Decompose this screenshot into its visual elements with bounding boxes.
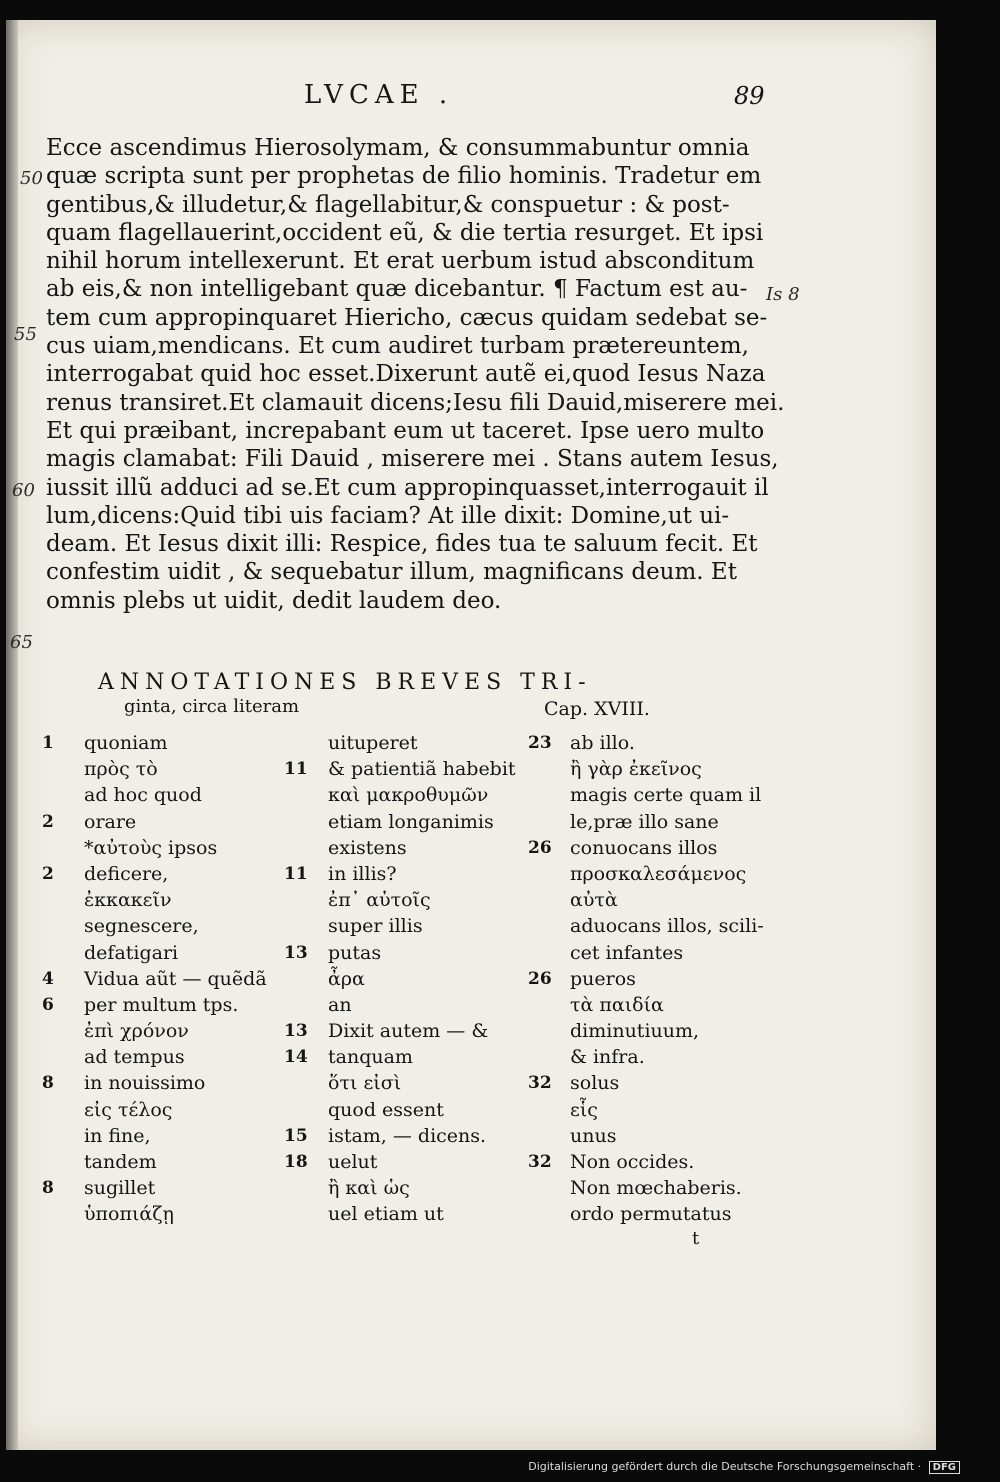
text-line: lum,dicens:Quid tibi uis faciam? At ille dixit: Domine,ut ui- [46, 502, 730, 529]
annotation-entry [42, 861, 282, 887]
digitization-credit [528, 1460, 960, 1474]
verse-number: 1 [42, 733, 54, 753]
verse-number: 13 [284, 1021, 308, 1042]
annotation-text: conuocans illos [570, 836, 718, 859]
annotation-entry [284, 1070, 529, 1096]
annotation-entry [284, 1201, 529, 1227]
annotation-entry [42, 887, 282, 913]
margin-number: 55 [14, 324, 37, 345]
annotation-entry [42, 966, 282, 992]
text-line: tem cum appropinquaret Hiericho, cæcus quidam sedebat se- [46, 304, 768, 331]
annotation-text: τὰ παιδία [570, 993, 664, 1016]
annotation-text: Non occides. [570, 1151, 695, 1173]
annotation-entry [284, 835, 529, 861]
verse-number: 18 [284, 1152, 308, 1172]
annotation-text: tandem [84, 1151, 157, 1173]
annotation-text: πρὸς τὸ [84, 758, 158, 781]
annotation-entry [284, 1175, 529, 1201]
catchword: t [692, 1228, 700, 1249]
text-line: confestim uidit , & sequebatur illum, magnificans deum. Et [46, 559, 737, 586]
annotations-subtitle: ginta, circa literam [124, 696, 300, 717]
annotation-entry [528, 1175, 778, 1201]
annotation-text: aduocans illos, scili- [570, 915, 764, 938]
verse-number: 11 [284, 759, 308, 780]
text-line: Ecce ascendimus Hierosolymam, & consummabuntur omnia [46, 135, 750, 161]
annotation-entry [528, 887, 778, 913]
annotation-entry [528, 1018, 778, 1044]
credit-text: Digitalisierung gefördert durch die Deutsche Forschungsgemeinschaft · [528, 1460, 922, 1473]
margin-number: 60 [12, 480, 35, 501]
text-line: renus transiret.Et clamauit dicens;Iesu fili Dauid,miserere mei. [46, 389, 785, 416]
annotation-entry [284, 1123, 529, 1149]
annotation-entry [284, 913, 529, 939]
annotation-text: solus [570, 1072, 620, 1095]
annotation-text: putas [328, 941, 382, 964]
annotation-entry [284, 1018, 529, 1044]
annotation-text: per multum tps. [84, 993, 239, 1016]
annotation-text: ad tempus [84, 1046, 185, 1069]
text-line: omnis plebs ut uidit, dedit laudem deo. [46, 587, 502, 614]
annotation-text: sugillet [84, 1177, 156, 1200]
annotation-text: an [328, 993, 352, 1016]
annotation-entry [42, 1097, 282, 1123]
annotation-entry [42, 1149, 282, 1175]
annotation-column-3 [528, 730, 778, 1228]
text-line: quam flagellauerint,occident eũ, & die tertia resurget. Et ipsi [46, 219, 764, 246]
annotation-text: uel etiam ut [328, 1203, 444, 1226]
annotation-entry [284, 756, 529, 782]
annotation-entry [42, 730, 282, 756]
annotation-text: Vidua aũt — quẽdã [84, 967, 267, 990]
annotation-entry [284, 966, 529, 992]
annotation-entry [528, 992, 778, 1018]
annotation-entry [528, 1123, 778, 1149]
text-line: ab eis,& non intelligebant quæ dicebantur. ¶ Factum est au- [46, 276, 748, 303]
annotation-text: ὅτι εἰσὶ [328, 1072, 402, 1095]
annotation-entry [42, 1175, 282, 1201]
verse-number: 26 [528, 837, 552, 858]
annotation-entry [528, 809, 778, 835]
annotation-entry [42, 913, 282, 939]
text-line: iussit illũ adduci ad se.Et cum appropinquasset,interrogauit il [46, 474, 769, 501]
annotation-entry [42, 940, 282, 966]
annotation-text: προσκαλεσάμενος [570, 862, 747, 885]
annotation-column-1 [42, 730, 282, 1228]
annotation-entry [528, 1044, 778, 1070]
annotation-entry [42, 1018, 282, 1044]
annotation-text: Dixit autem — & [328, 1020, 489, 1043]
annotation-text: uituperet [328, 732, 418, 754]
annotation-entry [284, 809, 529, 835]
verse-number: 32 [528, 1073, 552, 1094]
annotation-text: Non mœchaberis. [570, 1177, 742, 1200]
verse-number: 14 [284, 1047, 308, 1068]
annotation-text: in fine, [84, 1124, 151, 1147]
dfg-logo: DFG [929, 1461, 960, 1474]
text-line: cus uiam,mendicans. Et cum audiret turbam prætereuntem, [46, 333, 749, 360]
annotation-entry [284, 861, 529, 887]
verse-number: 8 [42, 1073, 54, 1094]
text-line: Et qui præibant, increpabant eum ut taceret. Ipse uero multo [46, 417, 765, 444]
annotation-entry [284, 940, 529, 966]
verse-number: 2 [42, 811, 54, 832]
annotation-entry [528, 756, 778, 782]
annotation-text: *αὐτοὺς ipsos [84, 836, 218, 859]
annotation-entry [284, 730, 529, 756]
verse-number: 13 [284, 942, 308, 963]
annotation-entry [284, 887, 529, 913]
annotation-entry [284, 1044, 529, 1070]
annotation-text: ἐπὶ χρόνον [84, 1020, 189, 1043]
annotation-text: magis certe quam il [570, 784, 762, 807]
annotation-text: defatigari [84, 941, 179, 964]
annotation-text: εἰς τέλος [84, 1098, 173, 1121]
annotations-chapter: Cap. XVIII. [544, 698, 650, 720]
verse-number: 23 [528, 733, 552, 753]
annotation-text: etiam longanimis [328, 810, 494, 833]
annotation-text: ἆρα [328, 967, 365, 990]
annotation-entry [528, 1201, 778, 1227]
margin-number: 50 [20, 168, 43, 189]
annotation-text: quod essent [328, 1098, 444, 1121]
annotation-text: καὶ μακροθυμῶν [328, 784, 489, 807]
verse-number: 15 [284, 1125, 308, 1146]
verse-number: 6 [42, 994, 54, 1015]
annotation-entry [528, 1070, 778, 1096]
verse-number: 32 [528, 1152, 552, 1172]
verse-number: 2 [42, 863, 54, 884]
annotation-text: αὐτὰ [570, 889, 618, 912]
margin-number: 65 [10, 632, 33, 653]
margin-note-right: Is 8 [766, 284, 800, 305]
annotation-entry [528, 966, 778, 992]
annotation-text: uelut [328, 1151, 378, 1173]
annotation-text: istam, — dicens. [328, 1124, 487, 1147]
folio-number: 89 [734, 82, 765, 110]
text-line: gentibus,& illudetur,& flagellabitur,& conspuetur : & post- [46, 191, 730, 218]
annotation-text: ἐκκακεῖν [84, 889, 172, 912]
annotation-text: εἷς [570, 1098, 598, 1121]
annotation-text: orare [84, 810, 137, 833]
verse-number: 4 [42, 968, 54, 989]
annotation-text: segnescere, [84, 915, 199, 938]
annotation-entry [528, 940, 778, 966]
annotation-text: ὑποπιάζῃ [84, 1203, 174, 1226]
text-line: deam. Et Iesus dixit illi: Respice, fides tua te saluum fecit. Et [46, 531, 758, 558]
annotation-text: in nouissimo [84, 1072, 206, 1095]
annotation-text: ab illo. [570, 732, 635, 754]
annotation-entry [528, 1097, 778, 1123]
annotation-text: deficere, [84, 862, 169, 885]
running-head: LVCAE . [304, 80, 454, 110]
annotation-text: super illis [328, 915, 423, 938]
annotation-text: ἢ καὶ ὡς [328, 1177, 410, 1200]
annotations-title: ANNOTATIONES BREVES TRI- [98, 670, 592, 695]
annotation-text: le,præ illo sane [570, 810, 719, 833]
annotation-entry [42, 756, 282, 782]
annotation-entry [528, 861, 778, 887]
text-line: nihil horum intellexerunt. Et erat uerbum istud absconditum [46, 248, 755, 275]
annotation-text: ordo permutatus [570, 1203, 732, 1226]
annotation-text: ad hoc quod [84, 784, 202, 807]
annotation-entry [284, 992, 529, 1018]
annotation-text: unus [570, 1124, 617, 1147]
annotation-entry [42, 1123, 282, 1149]
annotation-entry [284, 1149, 529, 1175]
annotation-text: tanquam [328, 1046, 413, 1069]
text-line: magis clamabat: Fili Dauid , miserere mei . Stans autem Iesus, [46, 446, 779, 473]
annotation-entry [528, 913, 778, 939]
annotation-entry [528, 835, 778, 861]
annotation-entry [528, 730, 778, 756]
annotation-entry [42, 835, 282, 861]
page-binding-edge [6, 20, 18, 1450]
annotation-entry [528, 1149, 778, 1175]
annotation-text: pueros [570, 967, 636, 990]
text-line: interrogabat quid hoc esset.Dixerunt autẽ ei,quod Iesus Naza [46, 361, 766, 388]
annotation-entry [42, 992, 282, 1018]
verse-number: 8 [42, 1178, 54, 1199]
annotation-entry [42, 782, 282, 808]
annotation-entry [42, 1044, 282, 1070]
annotation-text: cet infantes [570, 941, 684, 964]
annotation-text: diminutiuum, [570, 1020, 700, 1043]
annotation-text: ἐπ᾽ αὐτοῖς [328, 889, 431, 912]
text-line: quæ scripta sunt per prophetas de filio hominis. Tradetur em [46, 163, 762, 190]
annotation-entry [42, 809, 282, 835]
annotation-text: ἢ γὰρ ἐκεῖνος [570, 758, 702, 781]
book-page [6, 20, 936, 1450]
annotation-entry [528, 782, 778, 808]
annotation-entry [42, 1070, 282, 1096]
annotation-text: existens [328, 836, 407, 859]
annotation-column-2 [284, 730, 529, 1228]
verse-number: 26 [528, 968, 552, 989]
annotation-text: in illis? [328, 862, 397, 885]
annotation-entry [42, 1201, 282, 1227]
verse-number: 11 [284, 863, 308, 884]
page-header [6, 80, 936, 120]
annotation-text: quoniam [84, 732, 168, 754]
annotation-entry [284, 782, 529, 808]
annotation-text: & patientiã habebit [328, 758, 516, 781]
annotation-entry [284, 1097, 529, 1123]
annotation-text: & infra. [570, 1046, 645, 1069]
